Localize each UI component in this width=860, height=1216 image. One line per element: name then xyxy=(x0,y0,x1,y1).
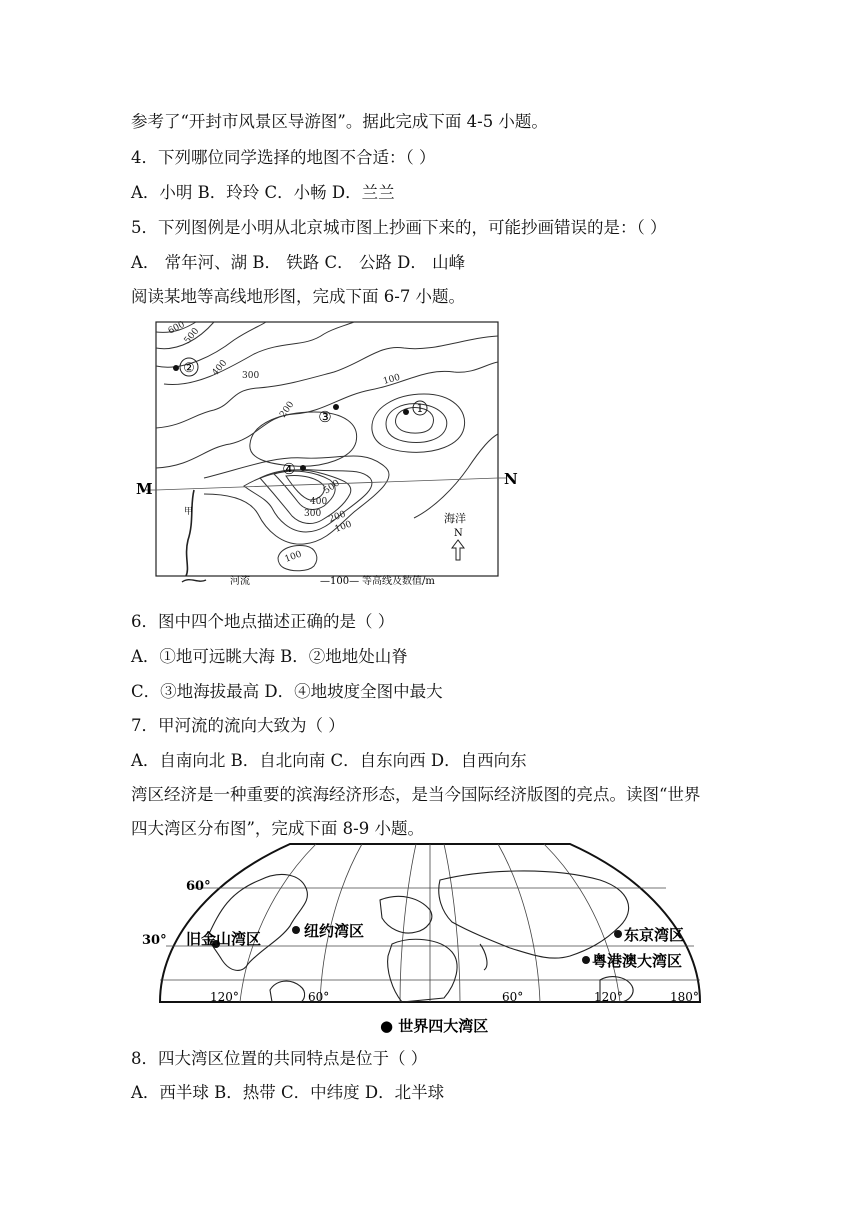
text-line-intro-8-9-cont: 四大湾区分布图”，完成下面 8-9 小题。 xyxy=(131,819,424,838)
question-4: 4．下列哪位同学选择的地图不合适：（ ） xyxy=(131,148,436,167)
question-5-options: A． 常年河、湖 B． 铁路 C． 公路 D． 山峰 xyxy=(131,253,466,272)
contour-value: 100 xyxy=(283,549,304,565)
latitude-60-label: 60° xyxy=(186,879,211,894)
contour-value: 300 xyxy=(304,509,322,519)
contour-value: 100 xyxy=(333,519,354,535)
contour-value: 100 xyxy=(382,372,402,387)
question-5: 5．下列图例是小明从北京城市图上抄画下来的，可能抄画错误的是：（ ） xyxy=(131,218,667,237)
north-label: N xyxy=(454,528,463,539)
bay-ny-dot xyxy=(292,926,300,934)
longitude-120e-label: 120° xyxy=(594,990,623,1004)
longitude-180-label: 180° xyxy=(670,990,699,1004)
point-1-dot xyxy=(403,409,409,415)
contour-value: 400 xyxy=(310,497,328,507)
point-3-label: ③ xyxy=(318,408,332,426)
river-name: 甲 xyxy=(184,507,194,517)
contour-value: 500 xyxy=(182,326,202,346)
question-6-options-cd: C．③地海拔最高 D．④地坡度全图中最大 xyxy=(131,682,443,701)
longitude-120w-label: 120° xyxy=(210,990,239,1004)
point-4-label: ④ xyxy=(282,460,296,478)
bay-ny-label: 纽约湾区 xyxy=(304,922,365,940)
map-legend: ● 世界四大湾区 xyxy=(380,1017,489,1035)
bay-gba-label: 粤港澳大湾区 xyxy=(592,952,683,970)
text-line-intro-6-7: 阅读某地等高线地形图，完成下面 6-7 小题。 xyxy=(131,287,466,306)
label-n: N xyxy=(504,470,518,488)
contour-value: 200 xyxy=(327,509,348,525)
bay-tokyo-label: 东京湾区 xyxy=(624,926,685,944)
longitude-60e-label: 60° xyxy=(502,990,524,1004)
world-bay-areas-map xyxy=(130,840,730,1040)
text-line-intro-4-5: 参考了“开封市风景区导游图”。据此完成下面 4-5 小题。 xyxy=(131,112,548,131)
contour-map xyxy=(134,318,524,594)
label-m: M xyxy=(136,480,153,498)
contour-value: 300 xyxy=(242,371,260,381)
point-3-dot xyxy=(333,404,339,410)
longitude-60w-label: 60° xyxy=(308,990,330,1004)
legend-contour-sample: —100— xyxy=(320,576,360,587)
point-1-label: 1 xyxy=(416,402,424,415)
point-2-label: ② xyxy=(183,361,195,376)
contour-value: 200 xyxy=(278,399,297,420)
bay-tokyo-dot xyxy=(614,930,622,938)
question-6-options-ab: A．①地可远眺大海 B．②地地处山脊 xyxy=(131,647,408,666)
question-7: 7．甲河流的流向大致为（ ） xyxy=(131,716,345,735)
legend-river: 河流 xyxy=(230,576,250,587)
point-4-dot xyxy=(300,465,306,471)
question-7-options: A．自南向北 B．自北向南 C．自东向西 D．自西向东 xyxy=(131,751,527,770)
sea-label: 海洋 xyxy=(444,512,466,525)
question-8-options: A．西半球 B．热带 C．中纬度 D．北半球 xyxy=(131,1083,445,1102)
question-4-options: A．小明 B．玲玲 C．小畅 D．兰兰 xyxy=(131,183,395,202)
legend-river-icon xyxy=(182,580,206,582)
contour-value: 500 xyxy=(321,478,342,497)
bay-sf-label: 旧金山湾区 xyxy=(186,930,262,948)
latitude-30-label: 30° xyxy=(142,933,167,948)
legend-contour: 等高线及数值/m xyxy=(362,576,435,587)
question-6: 6．图中四个地点描述正确的是（ ） xyxy=(131,612,395,631)
contour-value: 600 xyxy=(166,319,187,337)
text-line-intro-8-9: 湾区经济是一种重要的滨海经济形态，是当今国际经济版图的亮点。读图“世界 xyxy=(131,785,701,804)
point-2-dot xyxy=(173,365,179,371)
contour-map-frame xyxy=(156,319,498,576)
question-8: 8．四大湾区位置的共同特点是位于（ ） xyxy=(131,1049,428,1068)
bay-gba-dot xyxy=(582,956,590,964)
contour-value: 400 xyxy=(210,358,230,378)
